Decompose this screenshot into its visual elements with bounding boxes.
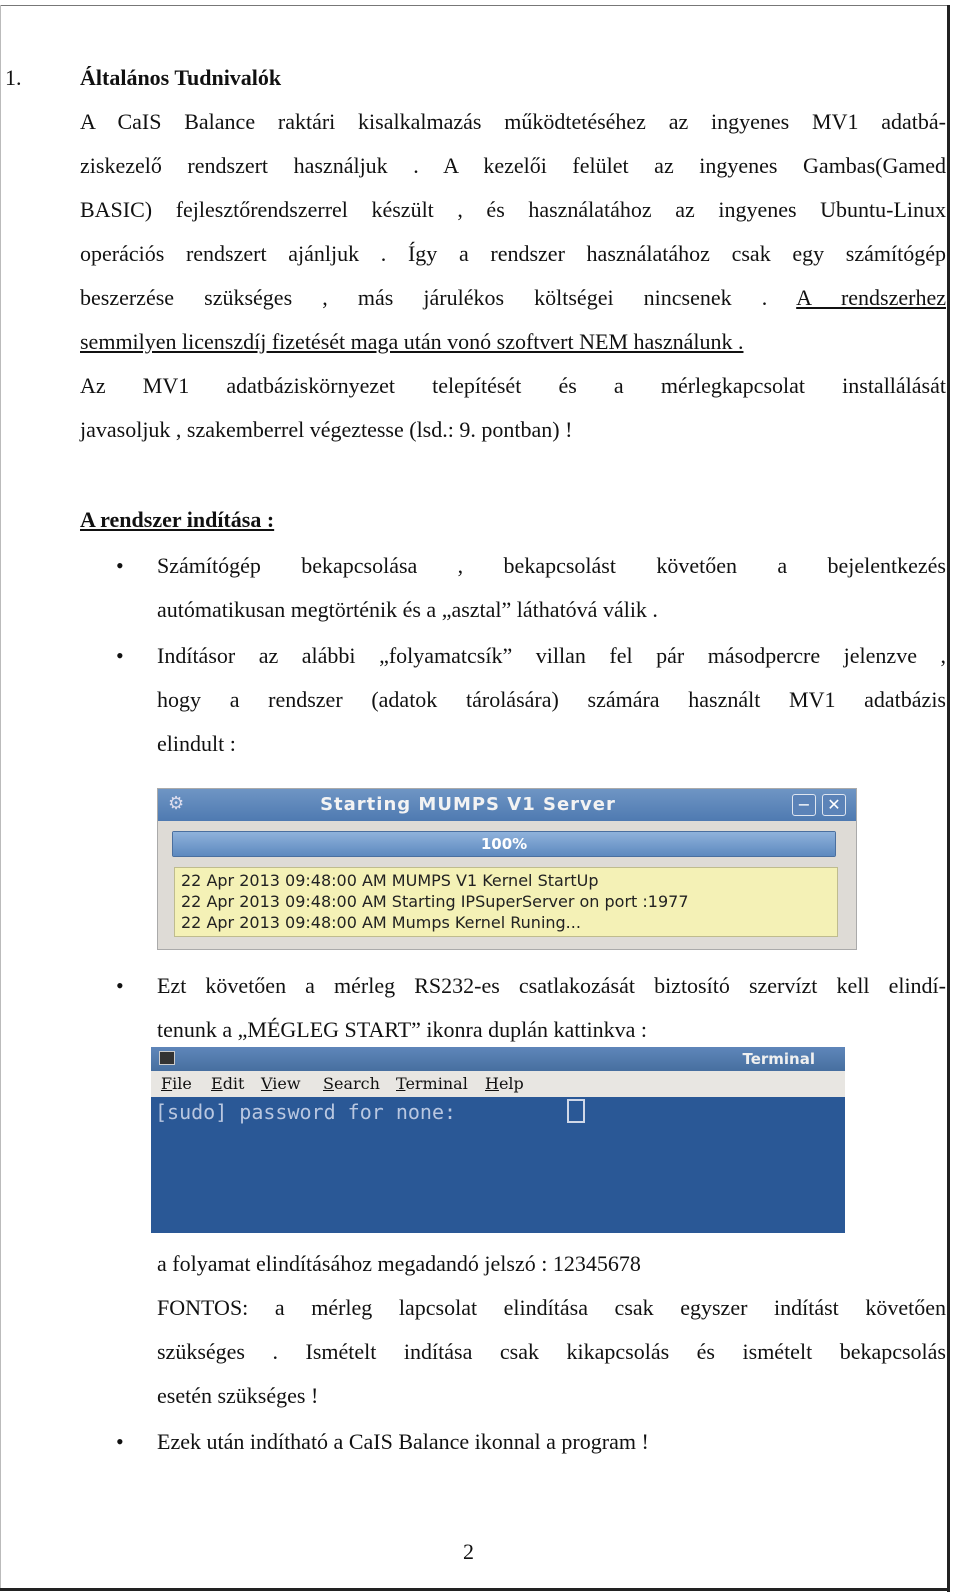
menu-view[interactable]: View: [261, 1074, 301, 1093]
page-number: 2: [463, 1539, 474, 1564]
menu-file[interactable]: File: [161, 1074, 192, 1093]
install-line: Az MV1 adatbáziskörnyezet telepítését és a mérlegkapcsolat installálását: [80, 373, 946, 398]
window-titlebar: [158, 789, 856, 821]
page-title: Általános Tudnivalók: [80, 65, 282, 90]
menu-terminal[interactable]: Terminal: [396, 1074, 468, 1093]
bullet-item: Ezek után indítható a CaIS Balance ikonnal a program !: [157, 1429, 649, 1454]
intro-paragraph: [80, 100, 946, 452]
gear-icon: ⚙: [168, 793, 185, 814]
log-entry: 22 Apr 2013 09:48:00 AM MUMPS V1 Kernel StartUp: [181, 871, 599, 890]
bullet-line: Számítógép bekapcsolása , bekapcsolást követően a bejelentkezés: [157, 553, 946, 578]
menu-bar: [151, 1071, 845, 1097]
server-log: [174, 867, 838, 937]
progress-label: 100%: [480, 835, 528, 853]
licence-statement: semmilyen licenszdíj fizetését maga után vonó szoftvert NEM használunk .: [80, 329, 744, 354]
progress-bar: [172, 831, 836, 857]
bullet-line: Ezt követően a mérleg RS232-es csatlakozását biztosító szervízt kell elindí-: [157, 973, 946, 998]
install-line: javasoljuk , szakemberrel végeztesse (lsd.: 9. pontban) !: [80, 417, 573, 442]
intro-line: A CaIS Balance raktári kisalkalmazás működtetéséhez az ingyenes MV1 adatbá-: [80, 109, 946, 134]
log-entry: 22 Apr 2013 09:48:00 AM Mumps Kernel Runing...: [181, 913, 581, 932]
window-title: Terminal: [742, 1050, 815, 1068]
bullet-line: elindult :: [157, 731, 236, 756]
bullet-marker: •: [116, 1429, 124, 1454]
page-border: [0, 5, 1, 1590]
bullet-line: tenunk a „MÉGLEG START” ikonra duplán kattinkva :: [157, 1017, 647, 1042]
window-title: Starting MUMPS V1 Server: [320, 794, 616, 815]
terminal-cursor[interactable]: [567, 1099, 585, 1123]
terminal-icon: [159, 1051, 175, 1065]
intro-line: [80, 276, 946, 320]
terminal-window: [151, 1047, 845, 1233]
terminal-prompt: [sudo] password for none:: [155, 1100, 457, 1124]
intro-line: BASIC) fejlesztőrendszerrel készült , és használatához az ingyenes Ubuntu-Linux: [80, 197, 946, 222]
log-entry: 22 Apr 2013 09:48:00 AM Starting IPSuperServer on port :1977: [181, 892, 689, 911]
menu-search[interactable]: Search: [323, 1074, 380, 1093]
intro-line-text: beszerzése szükséges , más járulékos költségei nincsenek .: [80, 285, 768, 310]
bullet-marker: •: [116, 553, 124, 578]
important-note: [157, 1286, 946, 1418]
note-line: FONTOS: a mérleg lapcsolat elindítása csak egyszer indítást követően: [157, 1295, 946, 1320]
mumps-server-window: [157, 788, 857, 950]
close-button[interactable]: ✕: [822, 794, 846, 816]
bullet-item: [157, 964, 946, 1052]
intro-line: operációs rendszert ajánljuk . Így a rendszer használatához csak egy számítógép: [80, 241, 946, 266]
bullet-marker: •: [116, 643, 124, 668]
page-border: [0, 1588, 950, 1591]
heading-number: 1.: [5, 65, 22, 90]
page-border: [947, 5, 950, 1592]
bullet-line: autómatikusan megtörténik és a „asztal” láthatóvá válik .: [157, 597, 658, 622]
menu-edit[interactable]: Edit: [211, 1074, 245, 1093]
page-border: [0, 5, 950, 6]
password-hint: a folyamat elindításához megadandó jelszó : 12345678: [157, 1251, 641, 1276]
licence-statement-start: A rendszerhez: [796, 285, 946, 310]
bullet-line: Indításor az alábbi „folyamatcsík” villan fel pár másodpercre jelenzve ,: [157, 643, 946, 668]
note-line: esetén szükséges !: [157, 1383, 319, 1408]
window-titlebar: [151, 1047, 845, 1071]
bullet-line: hogy a rendszer (adatok tárolására) számára használt MV1 adatbázis: [157, 687, 946, 712]
menu-help[interactable]: Help: [485, 1074, 524, 1093]
intro-line: ziskezelő rendszert használjuk . A kezelői felület az ingyenes Gambas(Gamed: [80, 153, 946, 178]
minimize-button[interactable]: −: [792, 794, 816, 816]
note-line: szükséges . Ismételt indítása csak kikapcsolás és ismételt bekapcsolás: [157, 1339, 946, 1364]
bullet-item: [157, 544, 946, 632]
bullet-marker: •: [116, 973, 124, 998]
section-title: A rendszer indítása :: [80, 507, 275, 532]
bullet-item: [157, 634, 946, 766]
